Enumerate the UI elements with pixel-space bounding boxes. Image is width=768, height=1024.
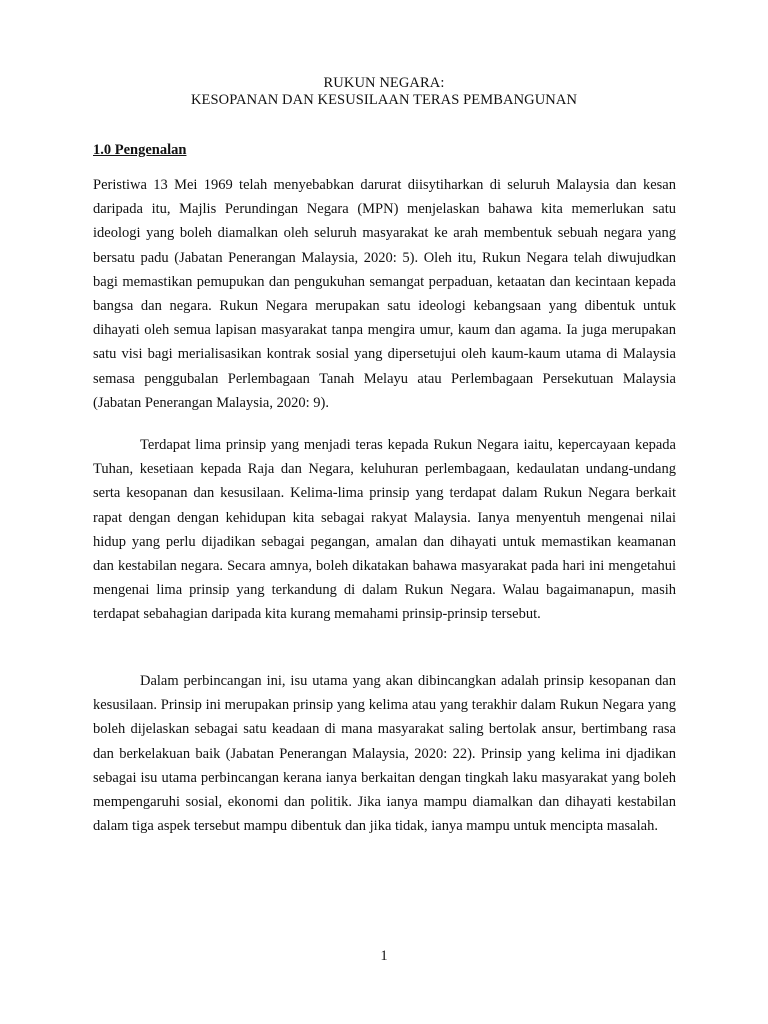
- paragraph: Peristiwa 13 Mei 1969 telah menyebabkan darurat diisytiharkan di seluruh Malaysia dan kesan daripada itu, Majlis Perundingan Negara (MPN) menjelaskan bahawa kita memerlukan satu ideologi yang boleh diamalkan oleh seluruh masyarakat ke arah membentuk sebuah negara yang bersatu padu (Jabatan Penerangan Malaysia, 2020: 5). Oleh itu, Rukun Negara telah diwujudkan bagi memastikan pemupukan dan pengukuhan semangat perpaduan, ketaatan dan kecintaan kepada bangsa dan negara. Rukun Negara merupakan satu ideologi kebangsaan yang dibentuk untuk dihayati oleh semua lapisan masyarakat tanpa mengira umur, kaum dan agama. Ia juga merupakan satu visi bagi merialisasikan kontrak sosial yang dipersetujui oleh kaum-kaum utama di Malaysia semasa penggubalan Perlembagaan Tanah Melayu atau Perlembagaan Persekutuan Malaysia (Jabatan Penerangan Malaysia, 2020: 9).: [93, 177, 676, 411]
- page-number: 1: [380, 948, 388, 964]
- paragraph: Dalam perbincangan ini, isu utama yang akan dibincangkan adalah prinsip kesopanan dan kesusilaan. Prinsip ini merupakan prinsip yang kelima atau yang terakhir dalam Rukun Negara yang boleh dijelaskan sebagai satu keadaan di mana masyarakat saling bertolak ansur, bertimbang rasa dan berkelakuan baik (Jabatan Penerangan Malaysia, 2020: 22). Prinsip yang kelima ini djadikan sebagai isu utama perbincangan kerana ianya berkaitan dengan tingkah laku masyarakat yang boleh mempengaruhi sosial, ekonomi dan politik. Jika ianya mampu diamalkan dan dihayati kestabilan dalam tiga aspek tersebut mampu dibentuk dan jika tidak, ianya mampu untuk mencipta masalah.: [93, 673, 676, 835]
- section-heading-introduction: 1.0 Pengenalan: [93, 142, 187, 158]
- paragraph: Terdapat lima prinsip yang menjadi teras kepada Rukun Negara iaitu, kepercayaan kepada Tuhan, kesetiaan kepada Raja dan Negara, keluhuran perlembagaan, kedaulatan undang-undang serta kesopanan dan kesusilaan. Kelima-lima prinsip yang terdapat dalam Rukun Negara berkait rapat dengan dengan kehidupan kita sebagai rakyat Malaysia. Ianya menyentuh mengenai nilai hidup yang perlu dijadikan sebagai pegangan, amalan dan dihayati untuk memastikan keamanan dan kestabilan negara. Secara amnya, boleh dikatakan bahawa masyarakat pada hari ini mengetahui mengenai lima prinsip yang terkandung di dalam Rukun Negara. Walau bagaimanapun, masih terdapat sebahagian daripada kita kurang memahami prinsip-prinsip tersebut.: [93, 437, 676, 623]
- document-subtitle: KESOPANAN DAN KESUSILAAN TERAS PEMBANGUNAN: [190, 92, 578, 108]
- document-title: RUKUN NEGARA:: [323, 75, 445, 91]
